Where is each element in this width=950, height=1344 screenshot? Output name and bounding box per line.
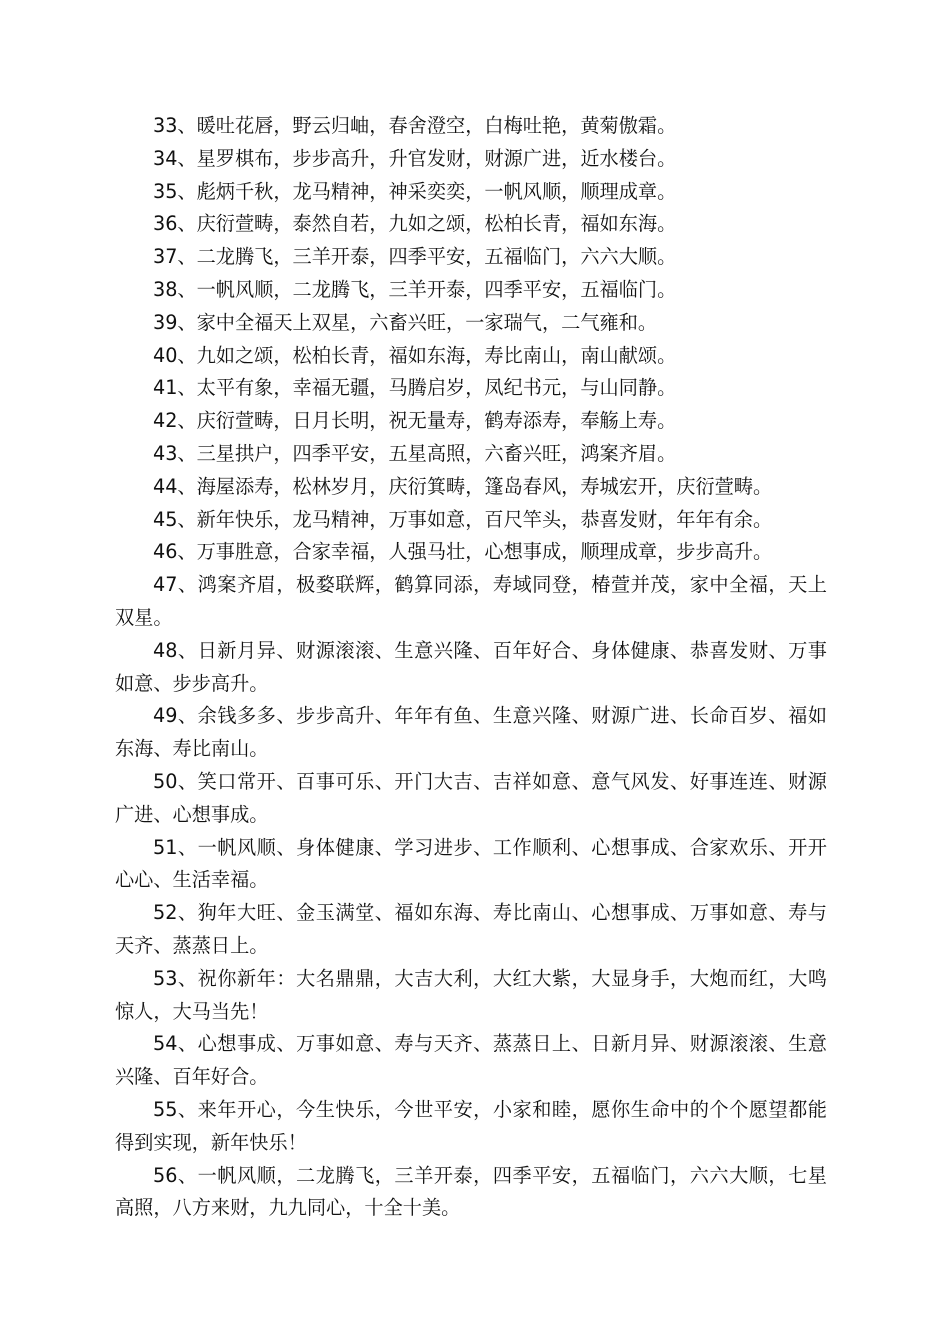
list-item: 40、九如之颂，松柏长青，福如东海，寿比南山，南山献颂。 <box>153 343 677 367</box>
list-item: 48、日新月异、财源滚滚、生意兴隆、百年好合、身体健康、恭喜发财、万事如意、步步高升。 <box>115 638 827 695</box>
list-item: 42、庆衍萱畴，日月长明，祝无量寿，鹤寿添寿，奉觞上寿。 <box>153 409 677 433</box>
document-page <box>115 110 827 1225</box>
list-item: 44、海屋添寿，松林岁月，庆衍箕畴，篷岛春风，寿城宏开，庆衍萱畴。 <box>153 474 773 498</box>
list-item: 39、家中全福天上双星，六畜兴旺，一家瑞气，二气雍和。 <box>153 310 658 334</box>
list-item: 45、新年快乐，龙马精神，万事如意，百尺竿头，恭喜发财，年年有余。 <box>153 507 773 531</box>
list-item: 43、三星拱户，四季平安，五星高照，六畜兴旺，鸿案齐眉。 <box>153 441 677 465</box>
list-item: 35、彪炳千秋，龙马精神，神采奕奕，一帆风顺，顺理成章。 <box>153 179 677 203</box>
list-item: 52、狗年大旺、金玉满堂、福如东海、寿比南山、心想事成、万事如意、寿与天齐、蒸蒸日上。 <box>115 901 827 957</box>
list-item: 55、来年开心，今生快乐，今世平安，小家和睦，愿你生命中的个个愿望都能得到实现，新年快乐！ <box>115 1097 827 1154</box>
list-item: 33、暖吐花唇，野云归岫，春舍澄空，白梅吐艳，黄菊傲霜。 <box>153 114 677 137</box>
list-item: 54、心想事成、万事如意、寿与天齐、蒸蒸日上、日新月异、财源滚滚、生意兴隆、百年好合。 <box>115 1032 827 1089</box>
list-item: 36、庆衍萱畴，泰然自若，九如之颂，松柏长青，福如东海。 <box>153 212 677 236</box>
list-item: 53、祝你新年：大名鼎鼎，大吉大利，大红大紫，大显身手，大炮而红，大鸣惊人，大马当先！ <box>115 966 827 1023</box>
list-item: 51、一帆风顺、身体健康、学习进步、工作顺利、心想事成、合家欢乐、开开心心、生活幸福。 <box>115 835 827 892</box>
list-item: 38、一帆风顺，二龙腾飞，三羊开泰，四季平安，五福临门。 <box>153 277 677 301</box>
list-item: 34、星罗棋布，步步高升，升官发财，财源广进，近水楼台。 <box>153 146 677 170</box>
list-item: 50、笑口常开、百事可乐、开门大吉、吉祥如意、意气风发、好事连连、财源广进、心想事成。 <box>115 769 827 826</box>
list-item: 49、余钱多多、步步高升、年年有鱼、生意兴隆、财源广进、长命百岁、福如东海、寿比南山。 <box>115 704 827 761</box>
list-item: 56、一帆风顺，二龙腾飞，三羊开泰，四季平安，五福临门，六六大顺，七星高照，八方来财，九九同心，十全十美。 <box>115 1163 827 1220</box>
list-item: 46、万事胜意，合家幸福，人强马壮，心想事成，顺理成章，步步高升。 <box>153 540 773 564</box>
list-item: 47、鸿案齐眉，极婺联辉，鹤算同添，寿域同登，椿萱并茂，家中全福，天上双星。 <box>115 573 827 629</box>
list-item: 37、二龙腾飞，三羊开泰，四季平安，五福临门，六六大顺。 <box>153 245 677 269</box>
list-item: 41、太平有象，幸福无疆，马腾启岁，凤纪书元，与山同静。 <box>153 376 677 400</box>
